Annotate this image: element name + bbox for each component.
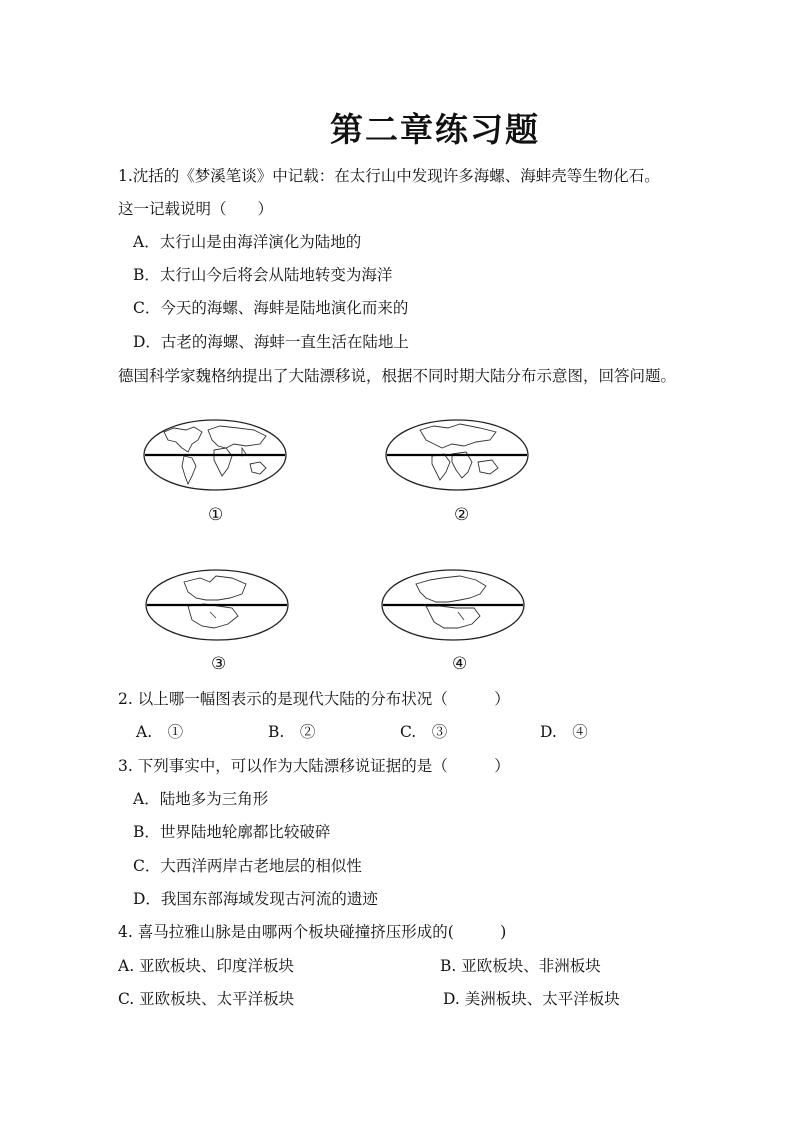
q1-stem-line2: 这一记载说明（ ） xyxy=(118,200,274,218)
continent-map-3 xyxy=(144,568,290,642)
q3-option-a: A．陆地多为三角形 xyxy=(133,790,269,808)
continent-map-2 xyxy=(384,418,530,492)
q3-option-d: D．我国东部海域发现古河流的遗迹 xyxy=(133,890,378,908)
map-label-2: ② xyxy=(454,505,470,525)
q2-stem: 2. 以上哪一幅图表示的是现代大陆的分布状况（ ） xyxy=(118,690,510,708)
map-label-1: ① xyxy=(208,505,224,525)
continent-map-4 xyxy=(380,568,526,642)
q3-stem: 3. 下列事实中，可以作为大陆漂移说证据的是（ ） xyxy=(118,757,510,775)
continent-map-1 xyxy=(142,418,288,492)
q1-option-b: B．太行山今后将会从陆地转变为海洋 xyxy=(133,266,393,284)
q1-stem-line1: 1.沈括的《梦溪笔谈》中记载：在太行山中发现许多海螺、海蚌壳等生物化石。 xyxy=(118,167,660,185)
q4-option-d: D. 美洲板块、太平洋板块 xyxy=(443,990,620,1008)
q3-option-c: C．大西洋两岸古老地层的相似性 xyxy=(133,857,362,875)
q2-option-b: B. ② xyxy=(268,723,316,741)
q4-option-b: B. 亚欧板块、非洲板块 xyxy=(440,957,601,975)
q2-option-a: A. ① xyxy=(136,723,184,741)
q4-option-c: C. 亚欧板块、太平洋板块 xyxy=(118,990,295,1008)
q1-option-c: C．今天的海螺、海蚌是陆地演化而来的 xyxy=(133,299,409,317)
q2-option-d: D. ④ xyxy=(540,723,588,741)
q3-option-b: B．世界陆地轮廓都比较破碎 xyxy=(133,823,331,841)
map-label-4: ④ xyxy=(452,654,468,674)
intro-text: 德国科学家魏格纳提出了大陆漂移说，根据不同时期大陆分布示意图，回答问题。 xyxy=(118,367,677,385)
q2-option-c: C. ③ xyxy=(400,723,448,741)
q4-option-a: A. 亚欧板块、印度洋板块 xyxy=(118,957,295,975)
q1-option-a: A．太行山是由海洋演化为陆地的 xyxy=(133,233,362,251)
q4-stem: 4. 喜马拉雅山脉是由哪两个板块碰撞挤压形成的( ) xyxy=(118,923,507,941)
map-label-3: ③ xyxy=(211,654,227,674)
page-title: 第二章练习题 xyxy=(330,110,540,149)
q1-option-d: D．古老的海螺、海蚌一直生活在陆地上 xyxy=(133,333,409,351)
